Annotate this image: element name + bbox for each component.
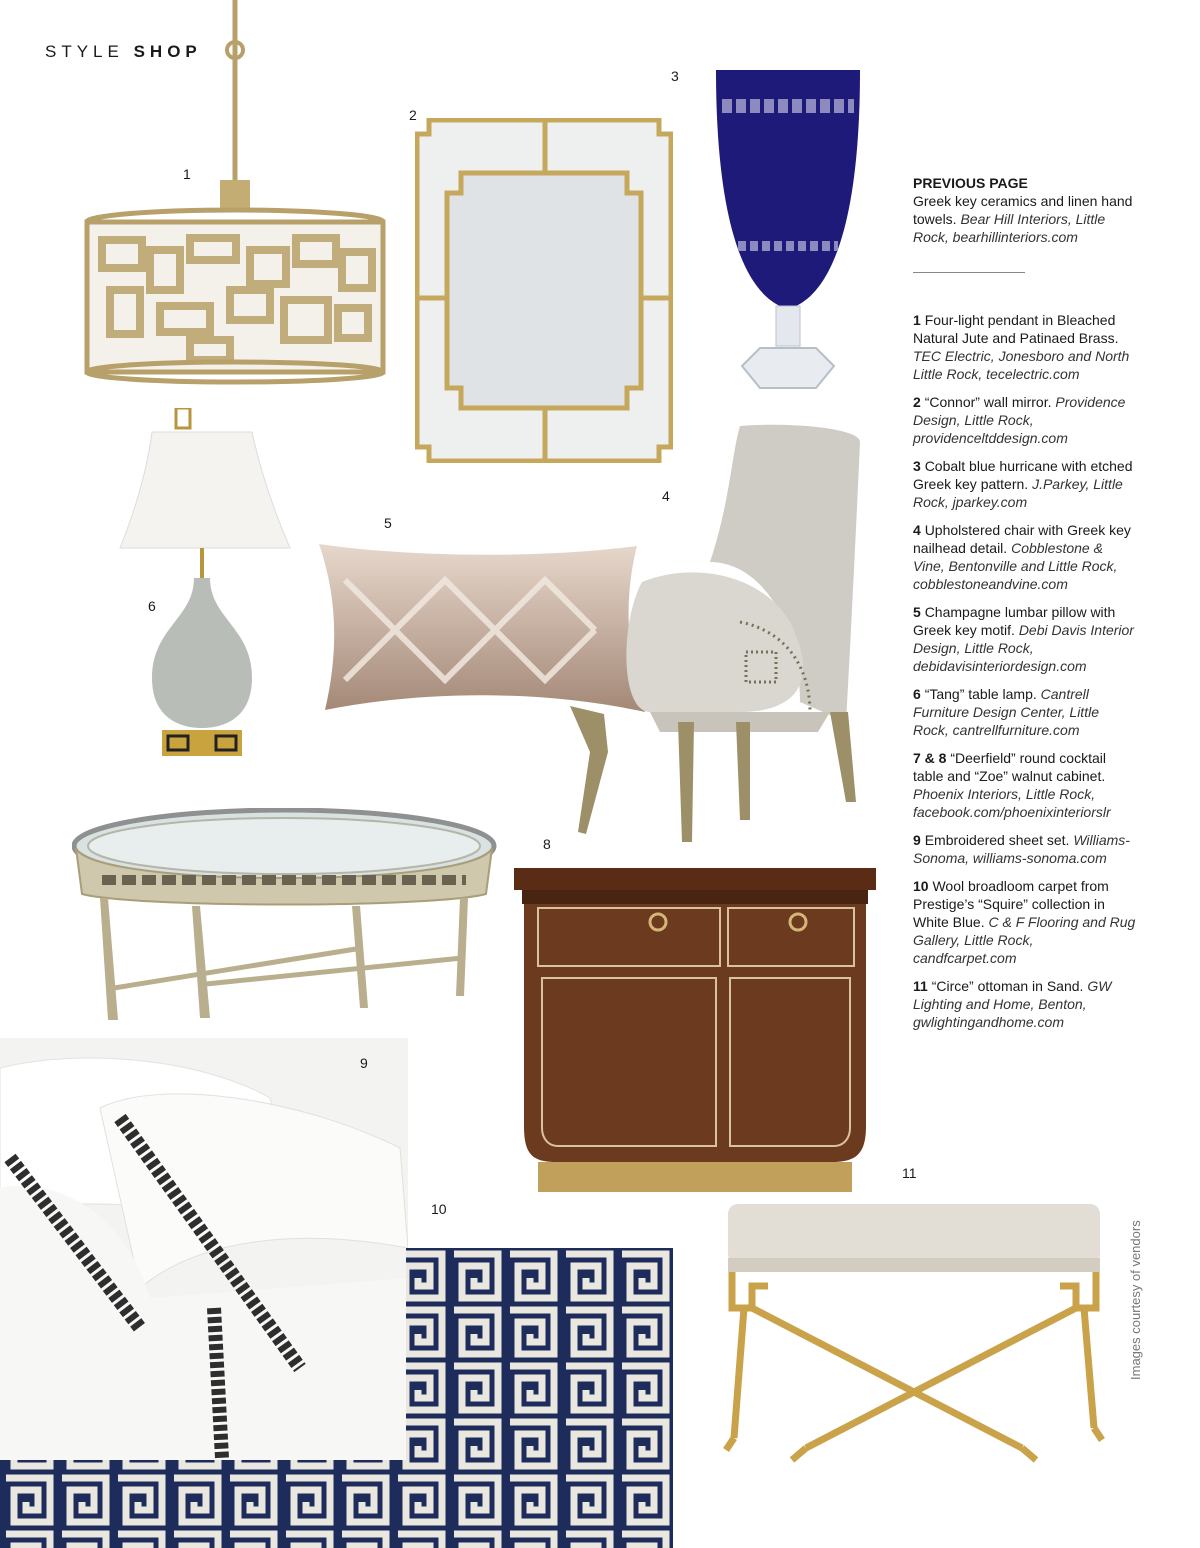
credit-number: 6	[913, 686, 921, 702]
credit-source: Providence Design, Little Rock, providenceltddesign.com	[913, 394, 1126, 446]
previous-page-heading: PREVIOUS PAGE	[913, 175, 1028, 191]
credit-number: 10	[913, 878, 929, 894]
pendant-light-image	[80, 0, 390, 390]
credit-number: 11	[913, 978, 928, 994]
table-lamp-image	[112, 408, 297, 768]
item-number-1: 1	[183, 166, 191, 182]
credit-number: 7 & 8	[913, 750, 947, 766]
ottoman-image	[722, 1198, 1107, 1478]
credit-entry-6	[913, 685, 1138, 739]
item-number-8: 8	[543, 836, 551, 852]
header-style: STYLE	[45, 42, 124, 61]
upholstered-chair-image	[560, 422, 870, 852]
credit-entry-1	[913, 311, 1138, 383]
credit-number: 1	[913, 312, 921, 328]
credit-entry-9	[913, 831, 1138, 867]
credit-description: Four-light pendant in Bleached Natural Jute and Patinaed Brass.	[913, 312, 1119, 346]
credit-source: GW Lighting and Home, Benton, gwlightingandhome.com	[913, 978, 1112, 1030]
item-number-3: 3	[671, 68, 679, 84]
carpet-sample-image	[0, 1248, 673, 1548]
walnut-cabinet-image	[512, 866, 877, 1196]
credit-source: Debi Davis Interior Design, Little Rock, debidavisinteriordesign.com	[913, 622, 1134, 674]
credit-source: Phoenix Interiors, Little Rock, facebook.com/phoenixinteriorslr	[913, 786, 1111, 820]
credit-entry-10	[913, 877, 1138, 967]
credit-description: “Deerfield” round cocktail table and “Zoe” walnut cabinet.	[913, 750, 1106, 784]
credit-entry-11	[913, 977, 1138, 1031]
credit-source: J.Parkey, Little Rock, jparkey.com	[913, 476, 1123, 510]
credit-description: Wool broadloom carpet from Prestige’s “Squire” collection in White Blue.	[913, 878, 1109, 930]
credit-description: Cobalt blue hurricane with etched Greek key pattern.	[913, 458, 1133, 492]
credit-number: 4	[913, 522, 921, 538]
credit-source: Williams-Sonoma, williams-sonoma.com	[913, 832, 1130, 866]
credit-entry-5	[913, 603, 1138, 675]
credit-number: 3	[913, 458, 921, 474]
credit-entry-4	[913, 521, 1138, 593]
item-number-6: 6	[148, 598, 156, 614]
credit-description: Upholstered chair with Greek key nailhead detail.	[913, 522, 1131, 556]
item-number-4: 4	[662, 488, 670, 504]
credit-entry-7-8	[913, 749, 1138, 821]
item-number-2: 2	[409, 107, 417, 123]
credit-number: 5	[913, 604, 921, 620]
sidebar-credits	[913, 174, 1138, 1041]
previous-page-source: Bear Hill Interiors, Little Rock, bearhillinteriors.com	[913, 211, 1106, 245]
credit-description: “Tang” table lamp.	[924, 686, 1037, 702]
wall-mirror-image	[415, 118, 673, 463]
credit-description: “Connor” wall mirror.	[924, 394, 1052, 410]
item-number-9: 9	[360, 1055, 368, 1071]
image-credit: Images courtesy of vendors	[1128, 1220, 1143, 1380]
previous-page-entry	[913, 192, 1138, 246]
divider	[913, 272, 1025, 273]
cobalt-hurricane-image	[712, 66, 864, 396]
credit-number: 9	[913, 832, 921, 848]
credit-description: “Circe” ottoman in Sand.	[931, 978, 1084, 994]
credit-source: Cobblestone & Vine, Bentonville and Little Rock, cobblestoneandvine.com	[913, 540, 1118, 592]
item-number-10: 10	[431, 1201, 447, 1217]
previous-page-text: Greek key ceramics and linen hand towels.	[913, 193, 1133, 227]
cocktail-table-image	[72, 808, 497, 1030]
header-shop: SHOP	[133, 42, 202, 61]
item-number-11: 11	[902, 1165, 917, 1181]
credit-source: TEC Electric, Jonesboro and North Little Rock, tecelectric.com	[913, 348, 1130, 382]
item-number-5: 5	[384, 515, 392, 531]
credit-source: Cantrell Furniture Design Center, Little Rock, cantrellfurniture.com	[913, 686, 1099, 738]
credit-description: Champagne lumbar pillow with Greek key motif.	[913, 604, 1116, 638]
credit-number: 2	[913, 394, 921, 410]
credit-source: C & F Flooring and Rug Gallery, Little Rock, candfcarpet.com	[913, 914, 1136, 966]
credit-description: Embroidered sheet set.	[924, 832, 1070, 848]
credit-entry-2	[913, 393, 1138, 447]
credit-entry-3	[913, 457, 1138, 511]
